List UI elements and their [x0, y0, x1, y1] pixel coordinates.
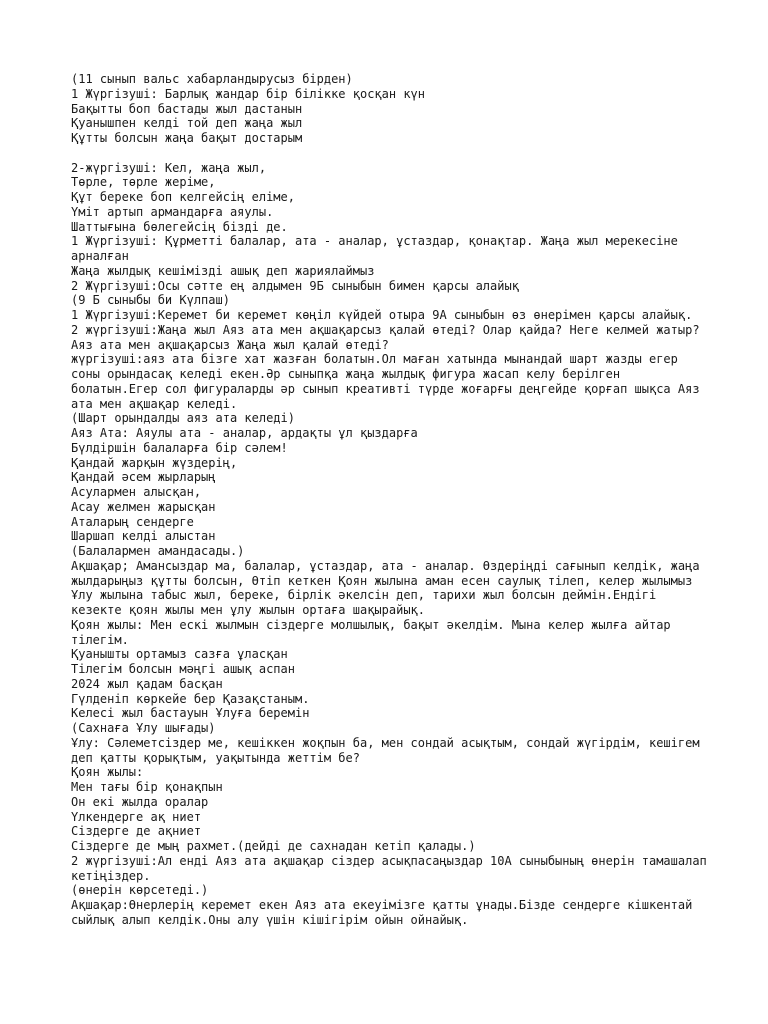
text-paragraph: жүргізуші:аяз ата бізге хат жазған болатын.Ол маған хатында мынандай шарт жазды егер соны орындасақ келеді екен.Әр сыныпқа жаңа жылдық фигура жасап келу берілген болатын.Егер сол фигураларды әр сынып креативті түрде жоғарғы деңгейде қорғап шықса Аяз ата мен ақшақар келеді.: [71, 352, 700, 411]
text-line: 2-жүргізуші: Кел, жаңа жыл,: [71, 160, 267, 175]
text-paragraph: 1 Жүргізуші:Керемет би керемет көңіл күйдей отыра 9А сыныбын өз өнерімен қарсы алайық.: [71, 308, 693, 322]
text-line: Аталарың сендерге: [71, 514, 194, 529]
text-line: (өнерін көрсетеді.): [71, 883, 209, 898]
text-line: Гүлденіп көркейе бер Қазақстаным.: [71, 691, 310, 706]
text-line: Он екі жылда оралар: [71, 794, 209, 809]
text-paragraph: Ұлу: Сәлеметсіздер ме, кешіккен жоқпын ба, мен сондай асықтым, сондай жүгірдім, кешігем деп қатты қорықтым, уақытында жеттім бе?: [71, 735, 700, 765]
text-line: Сіздерге де мың рахмет.(дейді де сахнадан кетіп қалады.): [71, 839, 476, 853]
text-line: Қуанышпен келді той деп жаңа жыл: [71, 116, 303, 131]
text-line: Шаттығына бөлегейсің бізді де.: [71, 219, 288, 234]
text-line: Сіздерге де ақниет: [71, 824, 202, 839]
text-line: Шаршап келді алыстан: [71, 529, 216, 544]
text-line: Келесі жыл бастауын Ұлуға беремін: [71, 706, 310, 721]
text-paragraph: Ақшақар; Амансыздар ма, балалар, ұстаздар, ата - аналар. Өздеріңді сағынып келдік, жаңа жылдарыңыз құтты болсын, Өтіп кеткен Қоян жылына аман есен саулық тілеп, келер жылымыз Ұлу жылына табыс жыл, береке, бірлік әкелсін деп, тарихи жыл болсын деймін.Ендігі кезекте қоян жылы мен ұлу жылын ортаға шақырайық.: [71, 558, 700, 617]
text-line: 2 Жүргізуші:Осы сәтте ең алдымен 9Б сыныбын бимен қарсы алайық: [71, 278, 519, 293]
text-line: 1 Жүргізуші: Барлық жандар бір білікке қосқан күн: [71, 86, 426, 101]
text-line: Жаңа жылдық кешімізді ашық деп жариялаймыз: [71, 263, 375, 278]
text-line: Үлкендерге ақ ниет: [71, 809, 202, 824]
text-paragraph: 2 жүргізуші:Жаңа жыл Аяз ата мен ақшақарсыз қалай өтеді? Олар қайда? Неге келмей жатыр? Аяз ата мен ақшақарсыз Жаңа жыл қалай өтеді?: [71, 322, 700, 352]
text-line: (9 Б сыныбы би Күлпаш): [71, 293, 230, 308]
text-paragraph: Ақшақар:Өнерлерің керемет екен Аяз ата екеуімізге қатты ұнады.Бізде сендерге кішкентай сыйлық алып келдік.Оны алу үшін кішігірім ойын ойнайық.: [71, 898, 693, 927]
text-line: Аяз Ата: Аяулы ата - аналар, ардақты ұл қыздарға: [71, 426, 418, 440]
text-line: Құтты болсын жаңа бақыт достарым: [71, 131, 303, 145]
text-line: Тілегім болсын мәңгі ашық аспан: [71, 662, 295, 676]
text-line: Үміт артып армандарға аяулы.: [71, 204, 274, 219]
text-line: Қуанышты ортамыз сазға ұласқан: [71, 647, 288, 662]
text-line: Бүлдіршін балаларға бір сәлем!: [71, 440, 288, 455]
text-line: Асулармен алысқан,: [71, 485, 202, 499]
text-paragraph: 1 Жүргізуші: Құрметті балалар, ата - аналар, ұстаздар, қонақтар. Жаңа жыл мерекесіне арналған: [71, 234, 678, 263]
text-line: (Балалармен амандасады.): [71, 544, 245, 558]
text-line: Бақытты боп бастады жыл дастанын: [71, 101, 303, 116]
text-line: Төрле, төрле жеріме,: [71, 175, 216, 190]
text-paragraph: Қоян жылы: Мен ескі жылмын сіздерге молшылық, бақыт әкелдім. Мына келер жылға айтар тілегім.: [71, 617, 671, 647]
blank-line: [71, 146, 711, 161]
text-line: Асау желмен жарысқан: [71, 499, 216, 514]
text-line: (Шарт орындалды аяз ата келеді): [71, 411, 295, 426]
text-line: (11 сынып вальс хабарландырусыз бірден): [71, 72, 353, 86]
text-paragraph: 2 жүргізуші:Ал енді Аяз ата ақшақар сіздер асықпасаңыздар 10А сыныбының өнерін тамашалап кетіңіздер.: [71, 853, 707, 883]
script-text: [71, 72, 711, 928]
text-line: Қандай жарқын жүздерің,: [71, 455, 238, 470]
text-line: Құт береке боп келгейсің еліме,: [71, 190, 295, 204]
text-line: Мен тағы бір қонақпын: [71, 780, 223, 794]
text-line: Қоян жылы:: [71, 765, 144, 780]
text-line: 2024 жыл қадам басқан: [71, 676, 223, 691]
text-line: Қандай әсем жырларың: [71, 470, 216, 485]
text-line: (Сахнаға Ұлу шығады): [71, 721, 216, 735]
